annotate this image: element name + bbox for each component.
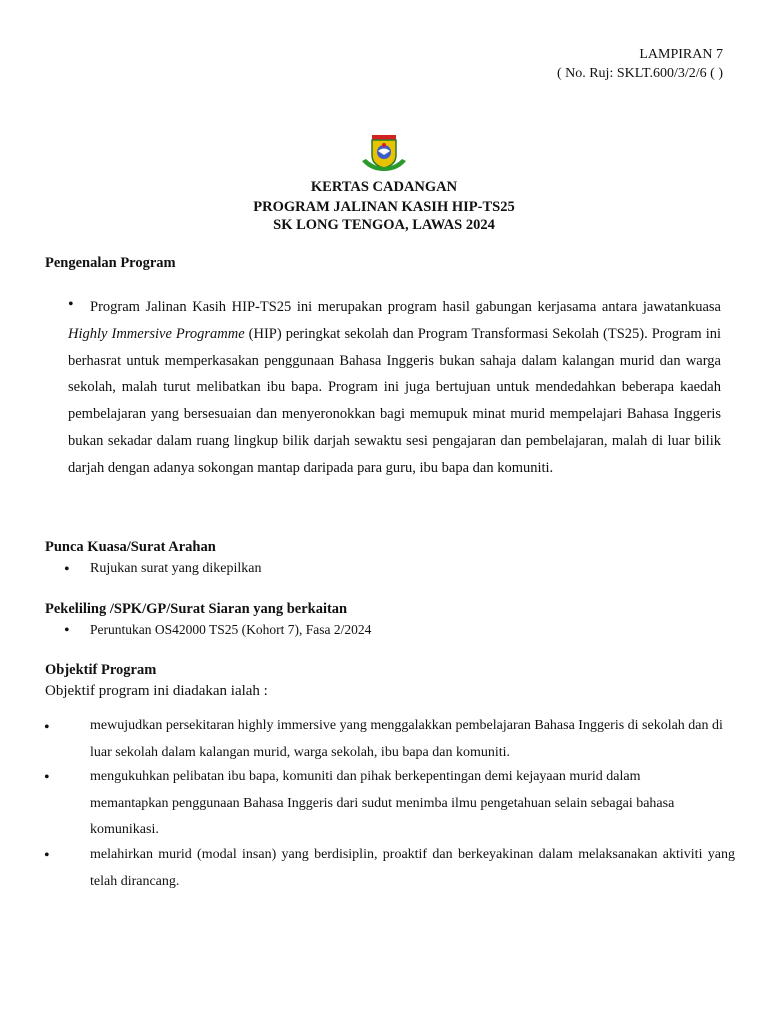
- bullet-icon: •: [64, 561, 70, 578]
- pekeliling-heading: Pekeliling /SPK/GP/Surat Siaran yang berkaitan: [45, 601, 348, 617]
- school-title: SK LONG TENGOA, LAWAS 2024: [273, 217, 495, 233]
- school-crest-icon: [360, 133, 408, 173]
- bullet-icon: •: [68, 296, 74, 313]
- program-title: PROGRAM JALINAN KASIH HIP-TS25: [253, 199, 515, 215]
- pekeliling-item: Peruntukan OS42000 TS25 (Kohort 7), Fasa 2/2024: [90, 622, 372, 637]
- pengenalan-heading: Pengenalan Program: [45, 255, 176, 271]
- bullet-icon: •: [44, 719, 50, 736]
- objektif-intro: Objektif program ini diadakan ialah :: [45, 683, 268, 699]
- bullet-icon: •: [44, 769, 50, 786]
- objektif-item-2: mengukuhkan pelibatan ibu bapa, komuniti dan pihak berkepentingan demi kejayaan murid dalam memantapkan penggunaan Bahasa Inggeris dari sudut menimba ilmu pengetahuan selain sebagai bahasa komunikasi.: [90, 769, 675, 837]
- punca-heading: Punca Kuasa/Surat Arahan: [45, 539, 216, 555]
- punca-item: Rujukan surat yang dikepilkan: [90, 561, 262, 576]
- bullet-icon: •: [44, 847, 50, 864]
- bullet-icon: •: [64, 622, 70, 639]
- lampiran-label: LAMPIRAN 7: [639, 47, 723, 62]
- objektif-heading: Objektif Program: [45, 662, 157, 678]
- reference-number: ( No. Ruj: SKLT.600/3/2/6 ( ): [556, 66, 723, 81]
- pengenalan-paragraph: Program Jalinan Kasih HIP-TS25 ini merupakan program hasil gabungan kerjasama antara jawatankuasa Highly Immersive Programme (HIP) peringkat sekolah dan Program Transformasi Sekolah (TS25). Program ini berhasrat untuk memperkasakan penggunaan Bahasa Inggeris bukan sahaja dalam kalangan murid dan warga sekolah, malah turut melibatkan ibu bapa. Program ini juga bertujuan untuk mendedahkan beberapa kaedah pembelajaran yang bersesuaian dan menyeronokkan bagi memupuk minat murid mempelajari Bahasa Inggeris bukan sekadar dalam ruang lingkup bilik darjah sewaktu sesi pengajaran dan pembelajaran, malah di luar bilik darjah dengan adanya sokongan mantap daripada para guru, ibu bapa dan komuniti.: [68, 299, 722, 476]
- document-title: KERTAS CADANGAN: [310, 179, 458, 195]
- objektif-item-3: melahirkan murid (modal insan) yang berdisiplin, proaktif dan berkeyakinan dalam melaksanakan aktiviti yang telah dirancang.: [90, 847, 735, 889]
- objektif-item-1: mewujudkan persekitaran highly immersive yang menggalakkan pembelajaran Bahasa Inggeris di sekolah dan di luar sekolah dalam kalangan murid, warga sekolah, ibu bapa dan komuniti.: [90, 718, 723, 760]
